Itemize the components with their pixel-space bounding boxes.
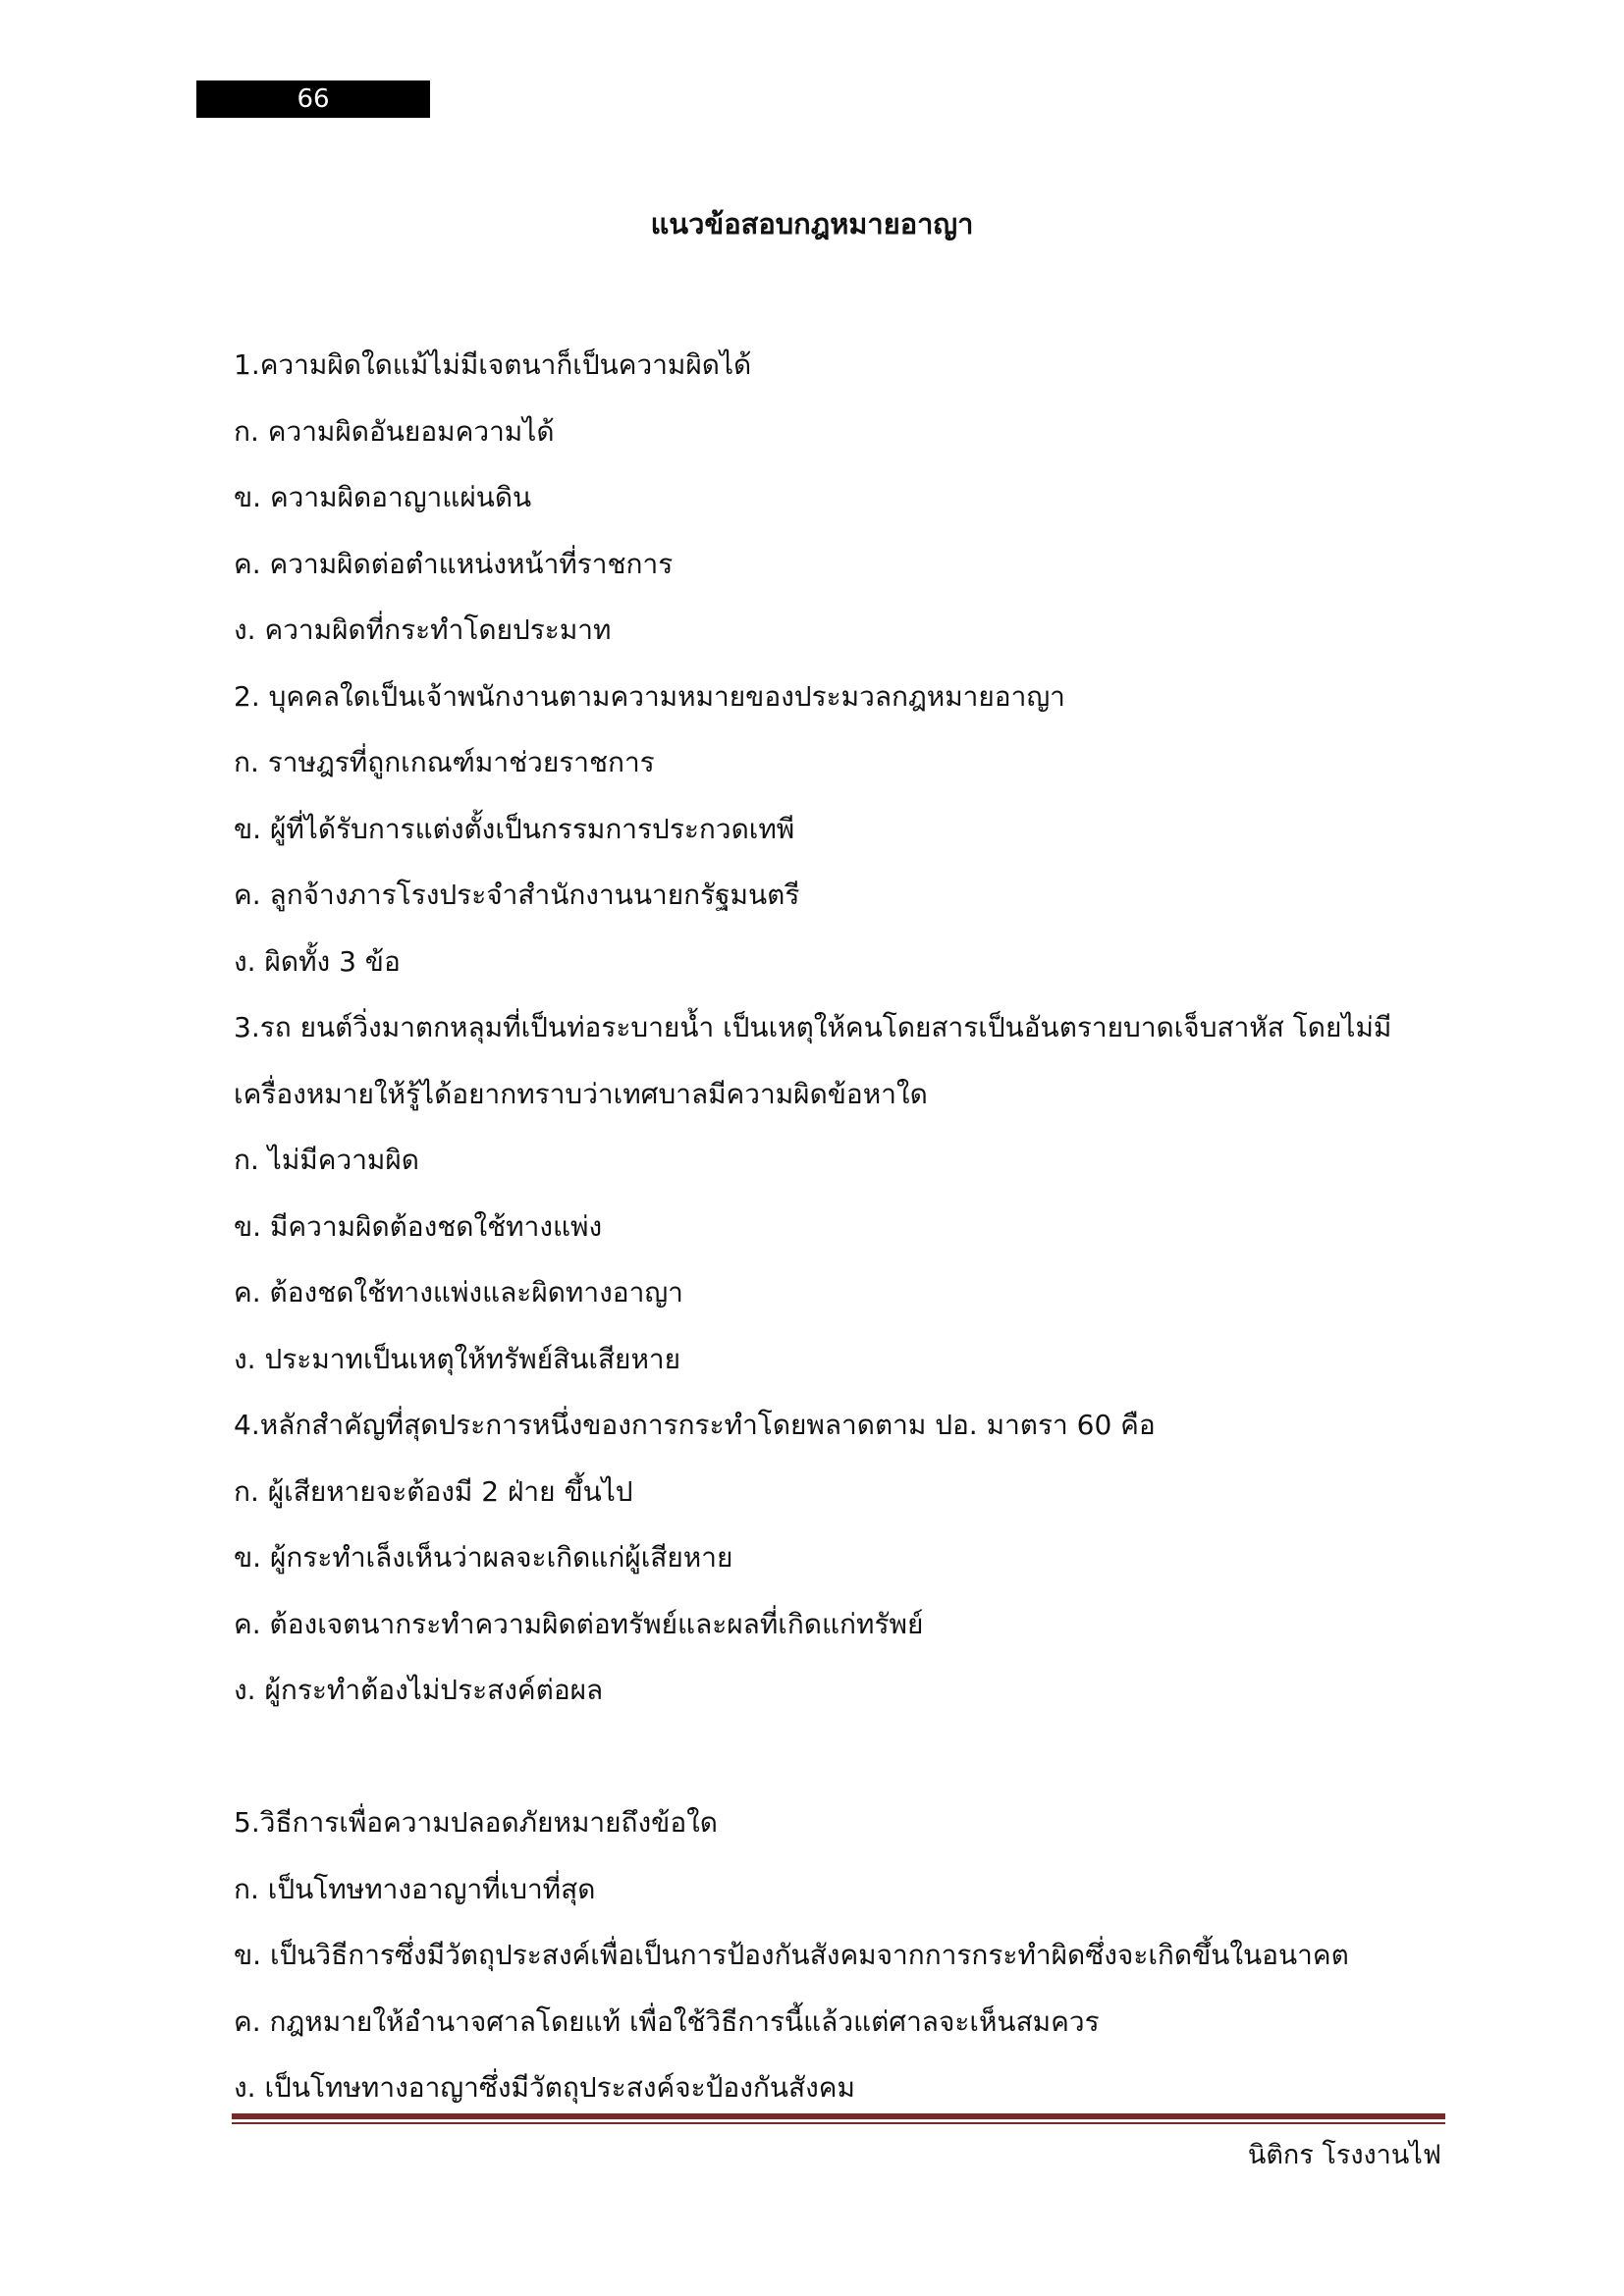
question-2-option-a: ก. ราษฎรที่ถูกเกณฑ์มาช่วยราชการ: [234, 746, 655, 778]
question-2-text: 2. บุคคลใดเป็นเจ้าพนักงานตามความหมายของประมวลกฎหมายอาญา: [234, 679, 1065, 713]
question-2-option-c: ค. ลูกจ้างภารโรงประจำสำนักงานนายกรัฐมนตรี: [234, 879, 800, 911]
footer-rule-thick: [232, 2113, 1445, 2119]
question-3: [234, 994, 1451, 1392]
footer-author: นิติกร โรงงานไฟ: [1247, 2140, 1441, 2170]
question-3-option-c: ค. ต้องชดใช้ทางแพ่งและผิดทางอาญา: [234, 1276, 683, 1308]
question-5-option-b: ข. เป็นวิธีการซึ่งมีวัตถุประสงค์เพื่อเป็นการป้องกันสังคมจากการกระทำผิดซึ่งจะเกิดขึ้นในอนาคต: [234, 1939, 1349, 1971]
question-3-option-d: ง. ประมาทเป็นเหตุให้ทรัพย์สินเสียหาย: [234, 1342, 681, 1375]
footer-rule-thin: [232, 2122, 1445, 2124]
page-number: 66: [196, 80, 430, 118]
question-5-text: 5.วิธีการเพื่อความปลอดภัยหมายถึงข้อใด: [234, 1806, 718, 1839]
question-4-option-c: ค. ต้องเจตนากระทำความผิดต่อทรัพย์และผลที่เกิดแก่ทรัพย์: [234, 1607, 924, 1640]
question-1-option-d: ง. ความผิดที่กระทำโดยประมาท: [234, 614, 612, 646]
question-3-text-line-2: เครื่องหมายให้รู้ได้อยากทราบว่าเทศบาลมีความผิดข้อหาใด: [234, 1077, 928, 1110]
question-4-option-a: ก. ผู้เสียหายจะต้องมี 2 ฝ่าย ขึ้นไป: [234, 1474, 633, 1508]
question-1-option-c: ค. ความผิดต่อตำแหน่งหน้าที่ราชการ: [234, 547, 674, 580]
question-1-text: 1.ความผิดใดแม้ไม่มีเจตนาก็เป็นความผิดได้: [234, 348, 752, 381]
question-5: [234, 1789, 1451, 2121]
question-2: [234, 664, 1451, 995]
question-3-text-line-1: 3.รถ ยนต์วิ่งมาตกหลุมที่เป็นท่อระบายน้ำ เป็นเหตุให้คนโดยสารเป็นอันตรายบาดเจ็บสาหัส โดยไม่มี: [234, 1011, 1392, 1043]
question-4-option-d: ง. ผู้กระทำต้องไม่ประสงค์ต่อผล: [234, 1674, 604, 1706]
question-4-text: 4.หลักสำคัญที่สุดประการหนึ่งของการกระทำโดยพลาดตาม ปอ. มาตรา 60 คือ: [234, 1409, 1156, 1441]
question-4: [234, 1392, 1451, 1724]
question-3-option-b: ข. มีความผิดต้องชดใช้ทางแพ่ง: [234, 1209, 603, 1243]
question-2-option-d: ง. ผิดทั้ง 3 ข้อ: [234, 944, 401, 978]
question-2-option-b: ข. ผู้ที่ได้รับการแต่งตั้งเป็นกรรมการประกวดเทพี: [234, 812, 795, 845]
question-5-option-a: ก. เป็นโทษทางอาญาที่เบาที่สุด: [234, 1872, 596, 1905]
question-1-option-b: ข. ความผิดอาญาแผ่นดิน: [234, 481, 532, 513]
question-1-option-a: ก. ความผิดอันยอมความได้: [234, 414, 555, 448]
question-1: [234, 332, 1451, 664]
question-5-option-d: ง. เป็นโทษทางอาญาซึ่งมีวัตถุประสงค์จะป้องกันสังคม: [234, 2071, 855, 2104]
document-title: แนวข้อสอบกฎหมายอาญา: [650, 207, 974, 240]
question-list: [234, 332, 1451, 2121]
question-5-option-c: ค. กฎหมายให้อำนาจศาลโดยแท้ เพื่อใช้วิธีการนี้แล้วแต่ศาลจะเห็นสมควร: [234, 2004, 1100, 2038]
question-4-option-b: ข. ผู้กระทำเล็งเห็นว่าผลจะเกิดแก่ผู้เสียหาย: [234, 1541, 733, 1574]
blank-line: [234, 1724, 1451, 1790]
question-3-option-a: ก. ไม่มีความผิด: [234, 1144, 419, 1176]
